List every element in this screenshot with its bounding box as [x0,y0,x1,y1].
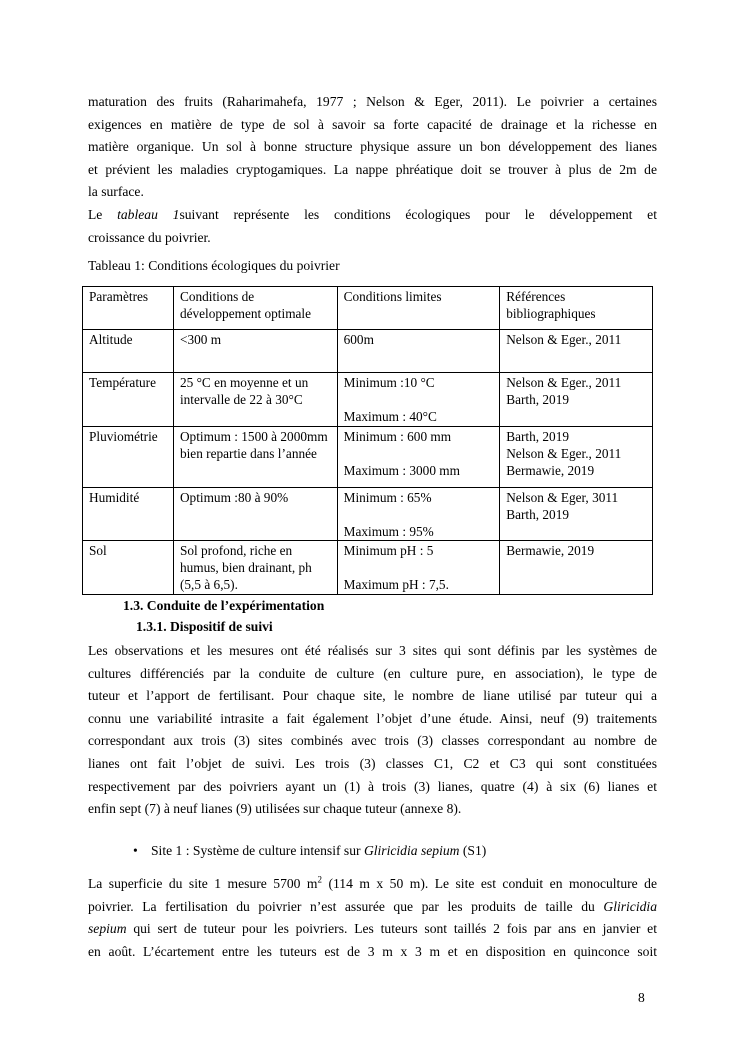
text-line: respectivement par des poivriers ayant un (1) à trois (3) lianes, quatre (4) à six (6) lianes et [88,778,657,794]
text-fragment: qui sert de tuteur pour les poivriers. Les tuteurs sont taillés 2 fois par ans en janvier et [126,921,657,937]
limit-line: Maximum : 95% [343,524,434,539]
param-cell: Pluviométrie [83,427,174,488]
ref-line: Barth, 2019 [506,429,569,444]
limits-cell [337,488,500,541]
ref-line: Nelson & Eger., 2011 [506,446,622,461]
text-fragment: La superficie du site 1 mesure 5700 m [88,876,318,891]
ref-line: Barth, 2019 [506,392,569,407]
refs-cell [500,330,653,373]
refs-cell [500,488,653,541]
header-cell: Conditions limites [337,287,500,330]
site-paragraph [88,873,657,963]
ecological-conditions-table [82,286,653,595]
bullet-suffix: (S1) [459,843,487,858]
bullet-text: Site 1 : Système de culture intensif sur [151,843,364,858]
text-line: en août. L’écartement entre les tuteurs est de 3 m x 3 m et en disposition en quinconce soit [88,943,657,959]
optimal-cell: Optimum : 1500 à 2000mm bien repartie dans l’année [173,427,337,488]
table-row [83,541,653,595]
ref-line: Nelson & Eger, 3011 [506,490,619,505]
subsection-heading: 1.3.1. Dispositif de suivi [136,619,273,634]
table-row [83,373,653,427]
text-line: cultures différenciés par la conduite de culture (en culture pure, en association), le type de [88,665,657,681]
text-fragment: (114 m x 50 m). Le site est conduit en monoculture de [322,876,657,891]
table-row [83,488,653,541]
spacer [344,559,495,576]
text-fragment: suivant représente les conditions écologiques pour le développement et [179,206,657,222]
table-caption: Tableau 1: Conditions écologiques du poivrier [88,258,340,273]
text-fragment: poivrier. La fertilisation du poivrier n’est assurée que par les produits de taille du [88,898,604,914]
text-fragment: Le [88,206,118,222]
limit-line: Maximum : 3000 mm [343,463,460,478]
limit-line: Minimum : 65% [343,490,432,505]
table-row [83,427,653,488]
ref-line: Bermawie, 2019 [506,543,595,558]
param-cell: Température [83,373,174,427]
table-reference: tableau 1 [117,206,180,222]
param-cell: Humidité [83,488,174,541]
optimal-cell: <300 m [173,330,337,373]
bullet-icon: • [133,843,138,858]
intro-paragraph [88,91,657,249]
limits-cell [337,330,500,373]
site-bullet [133,843,486,859]
limits-cell [337,427,500,488]
text-line: connu une variabilité intrasite a fait également l’objet d’une étude. Ainsi, neuf (9) traitements [88,710,657,726]
text-line: Les observations et les mesures ont été réalisés sur 3 sites qui sont définis par les systèmes de [88,643,657,658]
limit-line: Minimum pH : 5 [343,543,434,558]
ref-line: Nelson & Eger., 2011 [506,332,622,347]
ref-line: Barth, 2019 [506,507,569,522]
table-header-row [83,287,653,330]
refs-cell [500,541,653,595]
section-heading: 1.3. Conduite de l’expérimentation [123,598,325,613]
text-line [88,873,657,896]
text-line: tuteur et l’apport de fertilisant. Pour chaque site, le nombre de liane utilisé par tuteur qui a [88,688,657,704]
text-line: et prévient les maladies cryptogamiques. La nappe phréatique doit se trouver à plus de 2m de [88,161,657,177]
ref-line: Bermawie, 2019 [506,463,595,478]
species-name: Gliricidia sepium [363,843,460,858]
limit-line: 600m [343,332,374,347]
header-cell: Références bibliographiques [500,287,653,330]
text-line: la surface. [88,184,144,200]
page-number: 8 [638,990,645,1005]
text-line: matière organique. Un sol à bonne structure physique assure un bon développement des lianes [88,139,657,155]
table-row [83,330,653,373]
limits-cell [337,541,500,595]
limit-line: Minimum : 600 mm [343,429,452,444]
limit-line: Maximum : 40°C [343,409,437,424]
optimal-cell: Sol profond, riche en humus, bien drainant, ph (5,5 à 6,5). [173,541,337,595]
species-name: sepium [88,921,127,937]
text-line: exigences en matière de type de sol à savoir sa forte capacité de drainage et la richesse en [88,116,657,132]
refs-cell [500,427,653,488]
limits-cell [337,373,500,427]
spacer [344,445,495,462]
header-cell: Conditions de développement optimale [173,287,337,330]
param-cell: Sol [83,541,174,595]
text-line: enfin sept (7) à neuf lianes (9) utilisées sur chaque tuteur (annexe 8). [88,801,462,817]
text-line [88,896,657,919]
species-name: Gliricidia [603,898,657,914]
refs-cell [500,373,653,427]
param-cell: Altitude [83,330,174,373]
text-line [88,918,657,941]
ref-line: Nelson & Eger., 2011 [506,375,622,390]
optimal-cell: Optimum :80 à 90% [173,488,337,541]
spacer [344,506,495,523]
text-line: lianes ont fait l’objet de suivi. Les trois (3) classes C1, C2 et C3 qui sont constituées [88,755,657,771]
text-line: maturation des fruits (Raharimahefa, 1977 ; Nelson & Eger, 2011). Le poivrier a certaines [88,94,657,109]
limit-line: Minimum :10 °C [343,375,435,390]
limit-line: Maximum pH : 7,5. [343,577,449,592]
optimal-cell: 25 °C en moyenne et un intervalle de 22 à 30°C [173,373,337,427]
method-paragraph [88,640,657,821]
spacer [344,391,495,408]
header-cell: Paramètres [83,287,174,330]
superscript: 2 [317,874,323,885]
text-line: correspondant aux trois (3) sites combinés avec trois (3) classes correspondant au nombre de [88,733,657,749]
text-line: croissance du poivrier. [88,229,211,245]
text-line [88,204,657,227]
